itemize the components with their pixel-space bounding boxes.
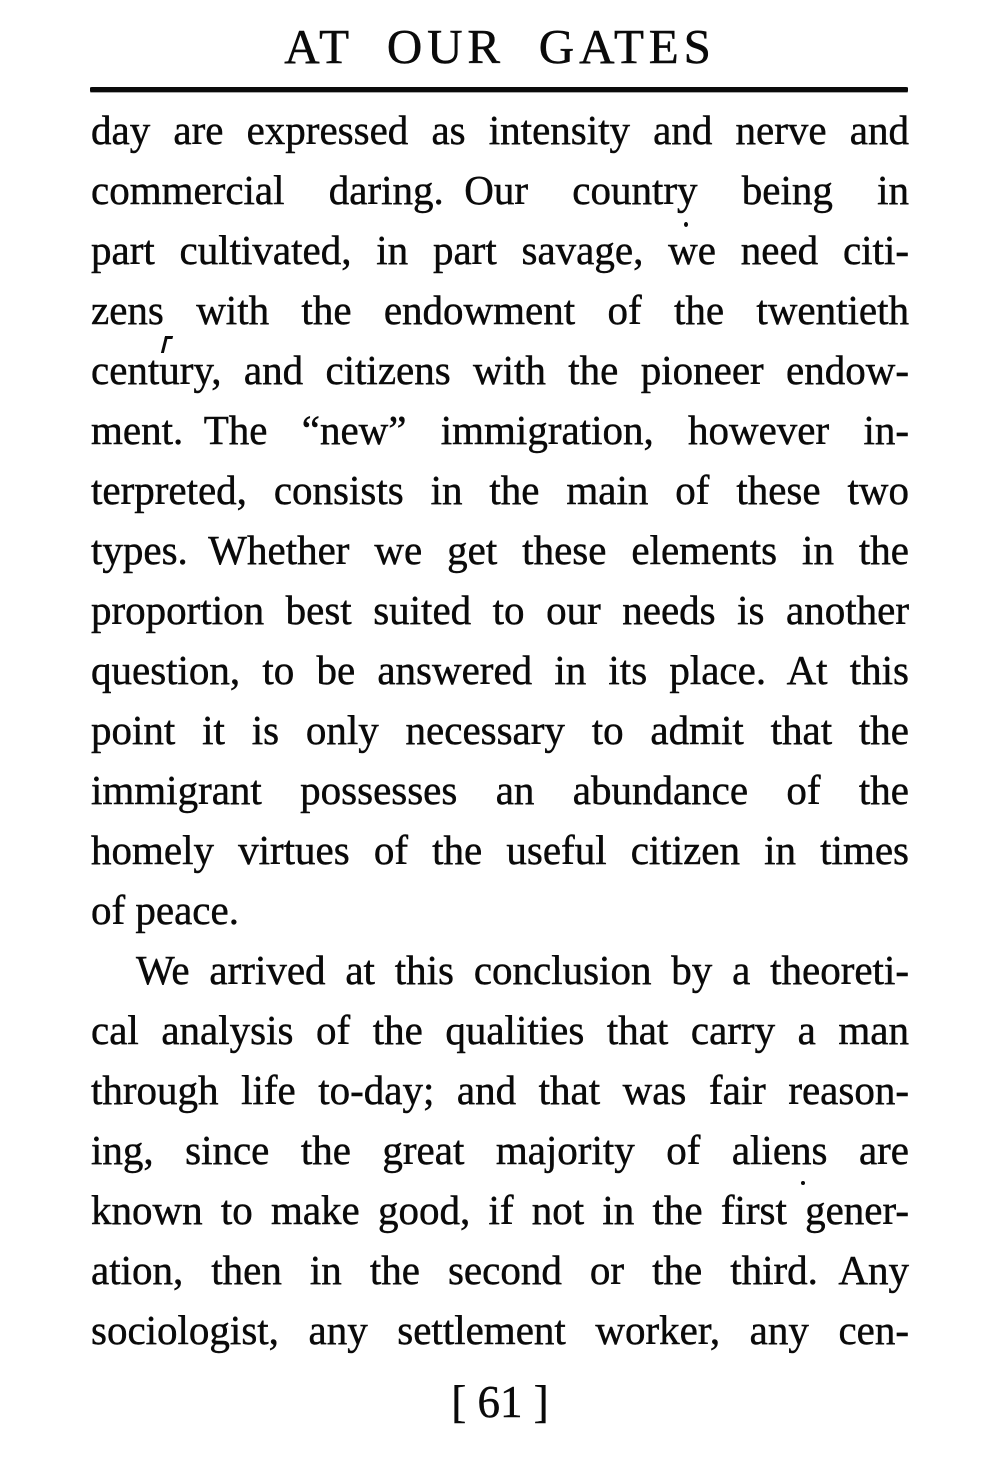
text-line: commercial daring. Our country being in [91, 167, 909, 213]
text-line: through life to-day; and that was fair reason- [91, 1067, 909, 1113]
text-line: proportion best suited to our needs is another [91, 587, 909, 633]
page-title: AT OUR GATES [284, 19, 716, 74]
text-line: cal analysis of the qualities that carry a man [91, 1007, 909, 1053]
text-line: immigrant possesses an abundance of the [91, 767, 909, 813]
text-line: of peace. [91, 887, 239, 933]
title-rule [90, 87, 908, 92]
text-line: day are expressed as intensity and nerve and [91, 107, 909, 153]
page-body [91, 100, 909, 1360]
text-line: known to make good, if not in the first gener- [91, 1187, 909, 1233]
text-line: homely virtues of the useful citizen in times [91, 827, 909, 873]
text-line: We arrived at this conclusion by a theoreti- [136, 947, 909, 993]
text-line: ation, then in the second or the third. Any [91, 1247, 909, 1293]
text-line: sociologist, any settlement worker, any cen- [91, 1307, 909, 1353]
text-line: terpreted, consists in the main of these two [91, 467, 909, 513]
text-line: ing, since the great majority of aliens are [91, 1127, 909, 1173]
page-number: [ 61 ] [451, 1377, 549, 1427]
paragraph [91, 100, 909, 940]
text-line: types. Whether we get these elements in the [91, 527, 909, 573]
text-line: point it is only necessary to admit that the [91, 707, 909, 753]
paragraph [91, 940, 909, 1360]
text-line: zens with the endowment of the twentieth [91, 287, 909, 333]
text-line: century, and citizens with the pioneer endow- [91, 347, 909, 393]
ink-speck [684, 222, 688, 227]
text-line: part cultivated, in part savage, we need citi- [91, 227, 909, 273]
text-line: question, to be answered in its place. At this [91, 647, 909, 693]
text-line: ment. The “new” immigration, however in- [91, 407, 909, 453]
ink-speck [801, 1181, 805, 1185]
